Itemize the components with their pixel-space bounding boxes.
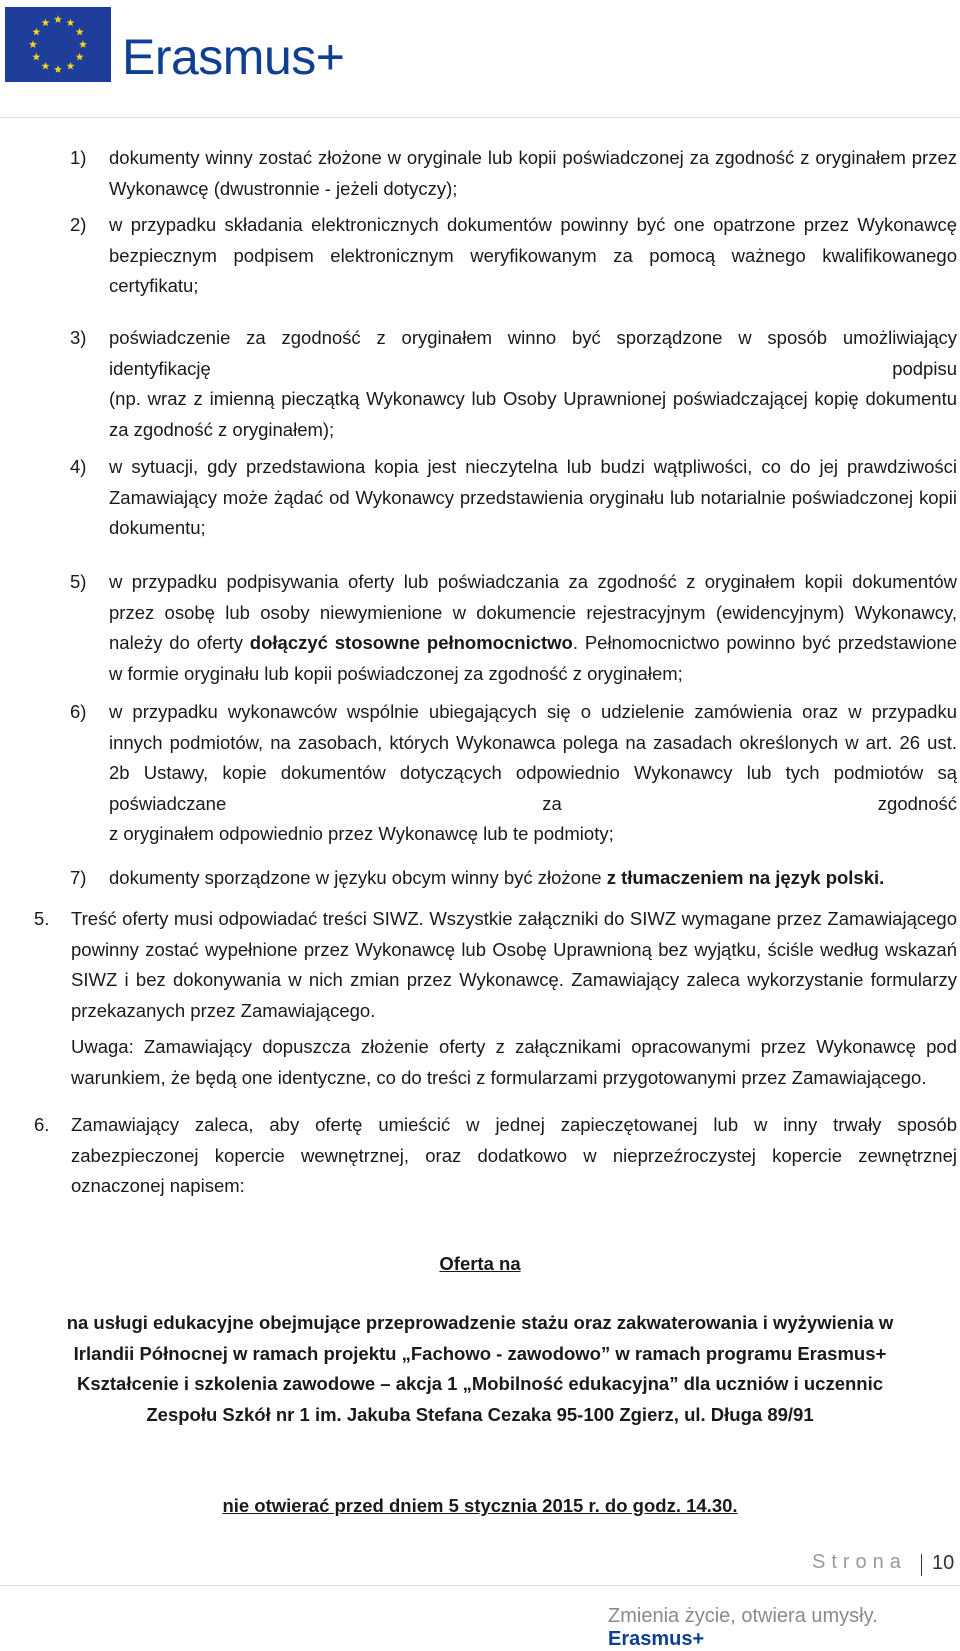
list-item-number: 7) — [70, 867, 87, 888]
envelope-line: Kształcenie i szkolenia zawodowe – akcja 1 „Mobilność edukacyjna” dla uczniów i uczennic — [76, 1373, 884, 1394]
point-text: Treść oferty musi odpowiadać treści SIWZ. Wszystkie załączniki do SIWZ wymagane przez Zamawiającego powinny zostać wypełnione przez Wykonawcę lub Osobę Uprawnioną bez wyjątku, ściśle według wskazań SIWZ i bez dokonywania w nich zmian przez Wykonawcę. Zamawiający zaleca wykorzystanie formularzy przekazanych przez Zamawiającego. — [71, 908, 957, 1021]
list-item-text: dokumenty sporządzone w języku obcym winny być złożone z tłumaczeniem na język polski. — [109, 867, 885, 888]
page-number-divider — [921, 1554, 922, 1576]
footer-brand: Erasmus+ — [608, 1628, 705, 1650]
list-item-text: w przypadku składania elektronicznych dokumentów powinny być one opatrzone przez Wykonawcę bezpiecznym podpisem elektronicznym weryfikowanym za pomocą ważnego kwalifikowanego certyfikatu; — [109, 214, 957, 296]
envelope-deadline: nie otwierać przed dniem 5 stycznia 2015 r. do godz. 14.30. — [222, 1495, 738, 1516]
list-item-text-continued: (np. wraz z imienną pieczątką Wykonawcy lub Osoby Uprawnionej poświadczającej kopię dokumentu za zgodność z oryginałem); — [109, 388, 957, 440]
list-item-text: poświadczenie za zgodność z oryginałem winno być sporządzone w sposób umożliwiający identyfikację podpisu — [109, 327, 957, 379]
bold-phrase: z tłumaczeniem na język polski. — [606, 867, 885, 888]
point-number: 6. — [34, 1114, 50, 1135]
footer-divider — [0, 1585, 960, 1586]
page-number-block — [0, 1551, 960, 1581]
bold-phrase: dołączyć stosowne pełnomocnictwo — [249, 632, 573, 653]
list-item-number: 4) — [70, 456, 87, 477]
header-divider — [0, 117, 960, 118]
point-text: Zamawiający zaleca, aby ofertę umieścić w jednej zapieczętowanej lub w inny trwały sposób zabezpieczonej kopercie wewnętrznej, oraz dodatkowo w nieprzeźroczystej kopercie zewnętrznej oznaczonej napisem: — [71, 1114, 957, 1196]
list-item-number: 2) — [70, 214, 87, 235]
page-label: Strona — [812, 1551, 907, 1573]
list-item-number: 5) — [70, 571, 87, 592]
list-item-number: 6) — [70, 701, 87, 722]
list-item-text: w przypadku podpisywania oferty lub poświadczania za zgodność z oryginałem kopii dokumentów przez osobę lub osoby niewymienione w dokumencie rejestracyjnym (ewidencyjnym) Wykonawcy, należy do oferty dołączyć stosowne pełnomocnictwo. Pełnomocnictwo powinno być przedstawione w formie oryginału lub kopii poświadczonej za zgodność z oryginałem; — [109, 571, 957, 684]
page-number: 10 — [932, 1552, 955, 1574]
envelope-heading: Oferta na — [439, 1253, 521, 1274]
point-number: 5. — [34, 908, 50, 929]
list-item-text: w sytuacji, gdy przedstawiona kopia jest nieczytelna lub budzi wątpliwości, co do jej prawdziwości Zamawiający może żądać od Wykonawcy przedstawienia oryginału lub notarialnie poświadczonej kopii dokumentu; — [109, 456, 957, 538]
eu-flag-icon — [5, 7, 111, 82]
page-header — [0, 0, 960, 118]
list-item-text: w przypadku wykonawców wspólnie ubiegających się o udzielenie zamówienia oraz w przypadku innych podmiotów, na zasobach, których Wykonawca polega na zasadach określonych w art. 26 ust. 2b Ustawy, kopie dokumentów dotyczących odpowiednio Wykonawcy lub tych podmiotów są poświadczane za zgodność — [109, 701, 957, 814]
envelope-line: Zespołu Szkół nr 1 im. Jakuba Stefana Cezaka 95-100 Zgierz, ul. Długa 89/91 — [146, 1403, 814, 1425]
point-note: Uwaga: Zamawiający dopuszcza złożenie oferty z załącznikami opracowanymi przez Wykonawcę pod warunkiem, że będą one identyczne, co do treści z formularzami przygotowanymi przez Zamawiającego. — [71, 1036, 957, 1088]
footer-slogan: Zmienia życie, otwiera umysły. Erasmus+ — [608, 1605, 878, 1650]
list-item-text-continued: z oryginałem odpowiednio przez Wykonawcę lub te podmioty; — [109, 823, 614, 844]
erasmus-logo-text: Erasmus+ — [122, 29, 345, 85]
list-item-number: 1) — [70, 147, 87, 168]
list-item-number: 3) — [70, 327, 87, 348]
envelope-line: Irlandii Północnej w ramach projektu „Fachowo - zawodowo” w ramach programu Erasmus+ — [73, 1342, 887, 1364]
list-item-text: dokumenty winny zostać złożone w oryginale lub kopii poświadczonej za zgodność z oryginałem przez Wykonawcę (dwustronnie - jeżeli dotyczy); — [109, 147, 957, 199]
envelope-line: na usługi edukacyjne obejmujące przeprowadzenie stażu oraz zakwaterowania i wyżywienia w — [66, 1312, 894, 1333]
envelope-description — [0, 1308, 960, 1430]
